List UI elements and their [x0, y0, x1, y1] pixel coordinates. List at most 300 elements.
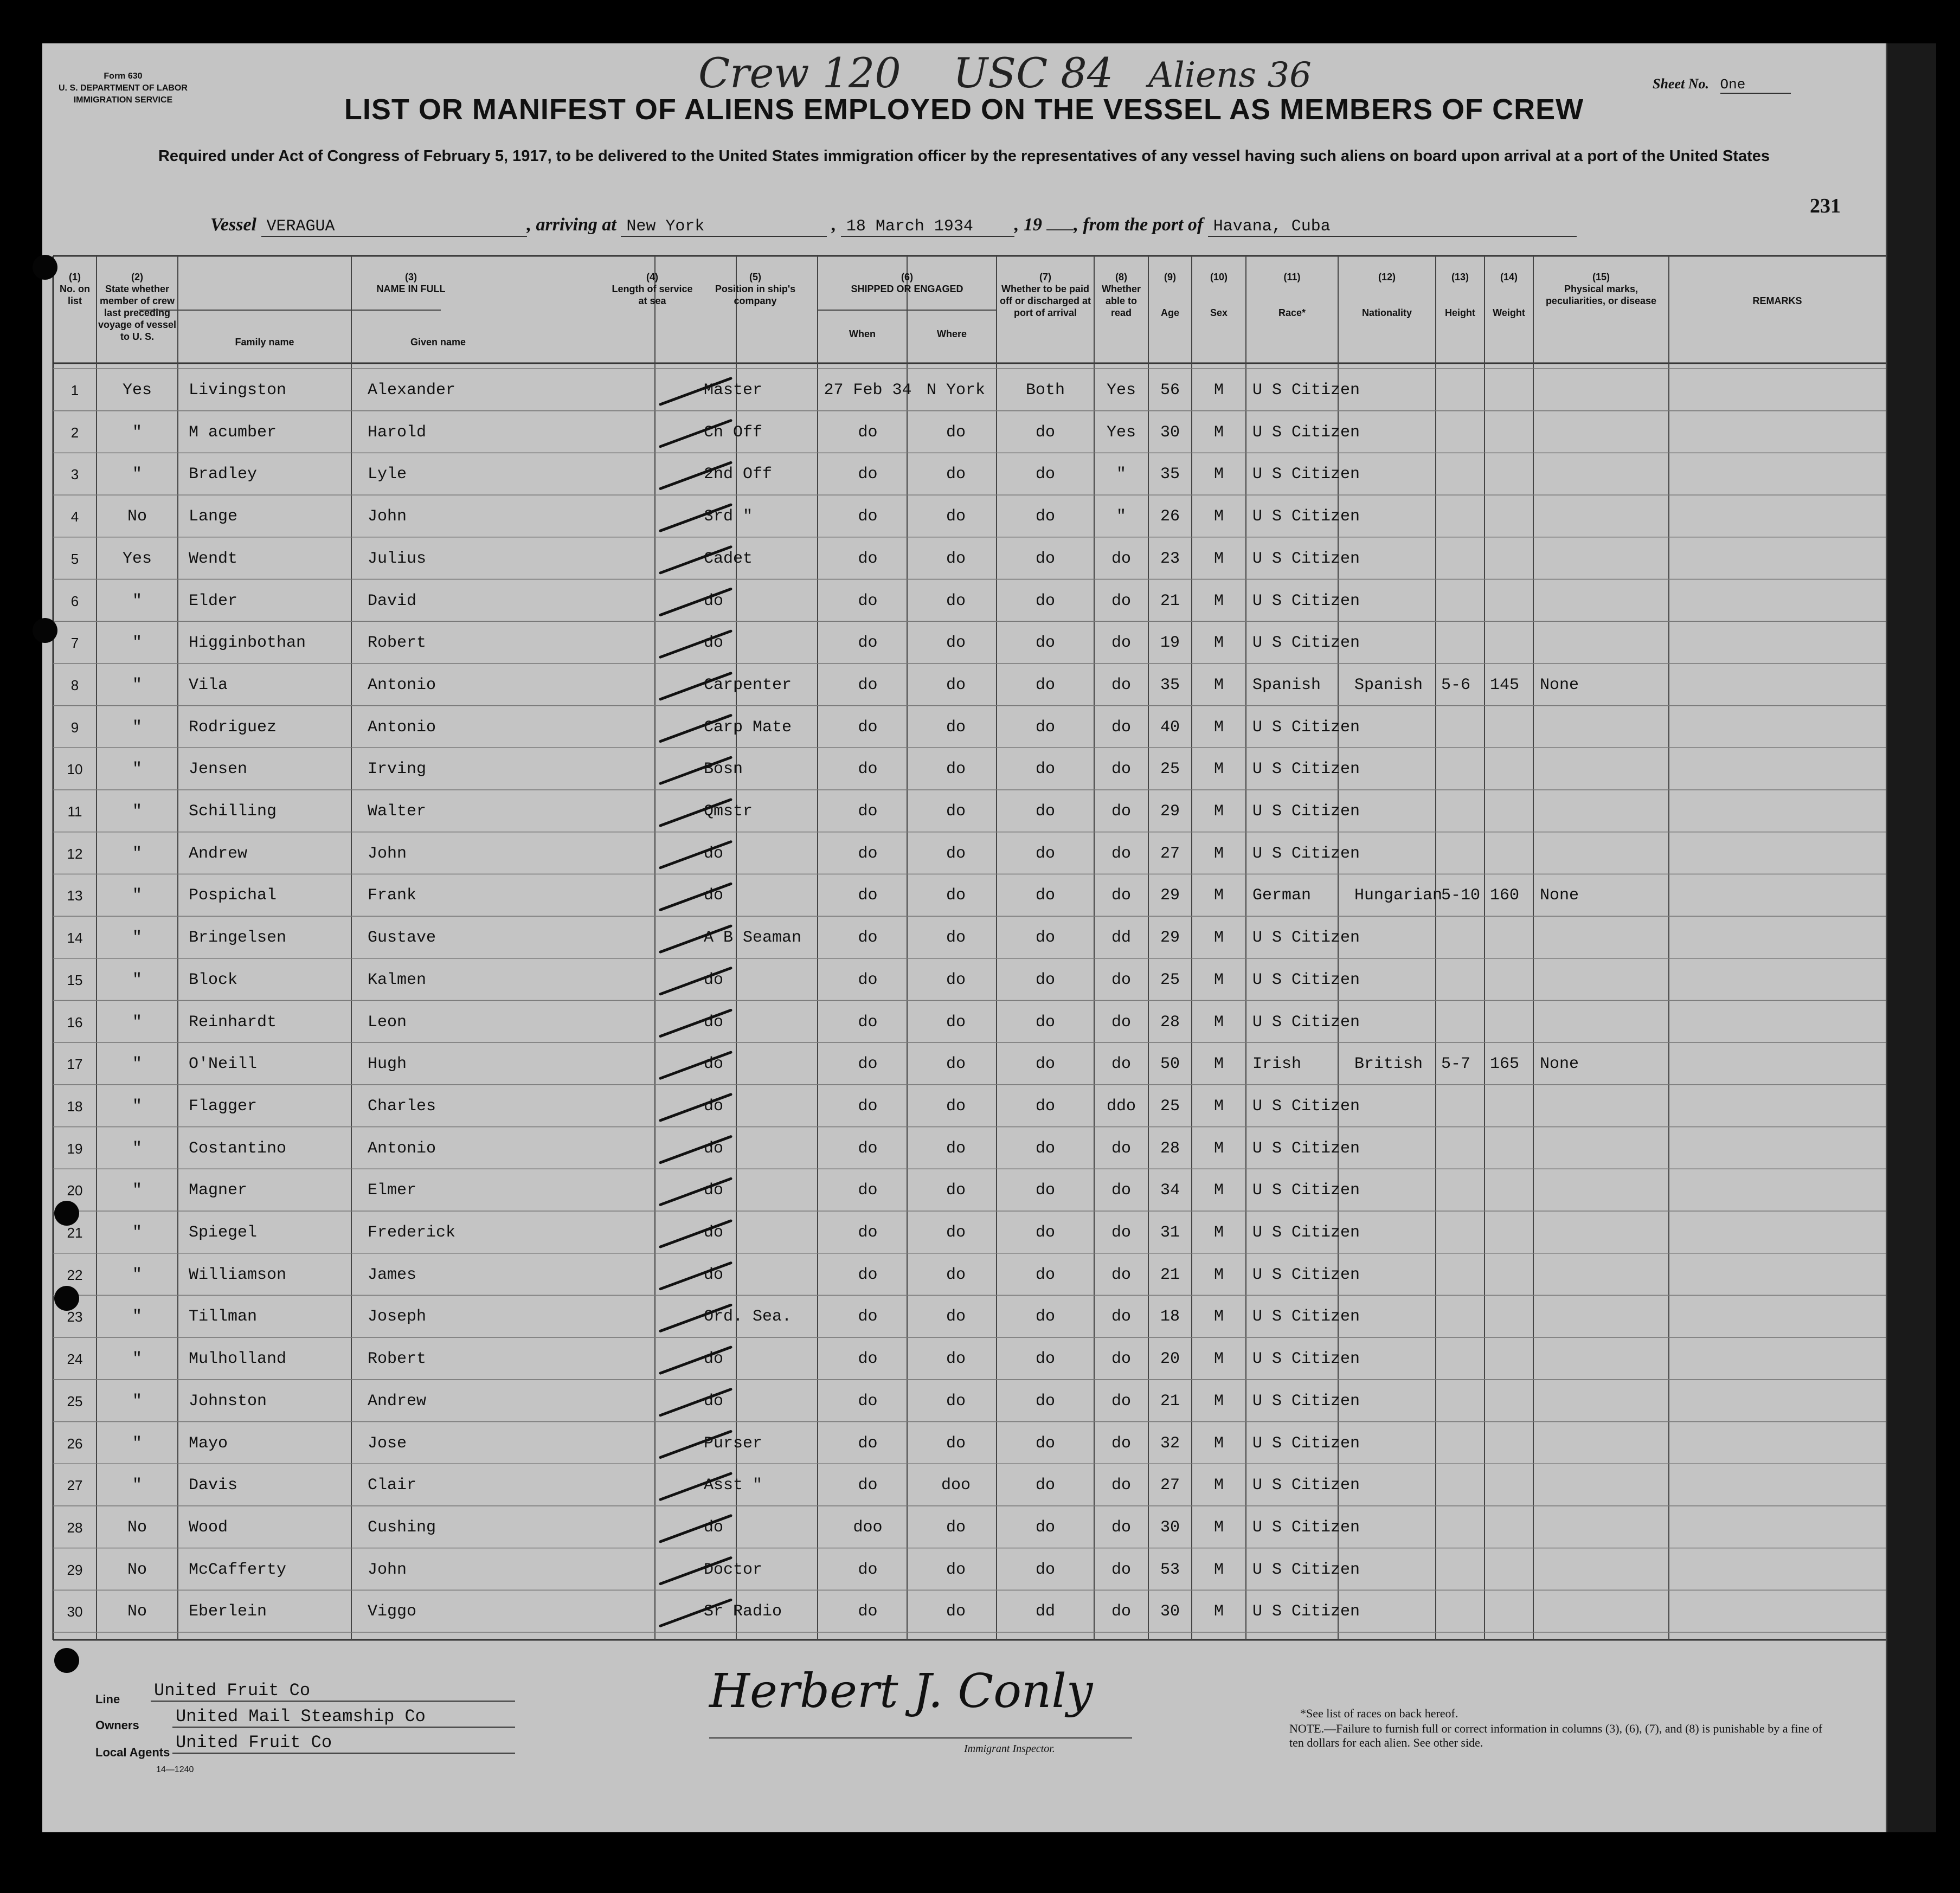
able-to-read: do [1111, 1518, 1131, 1537]
race: U S Citizen [1252, 1350, 1360, 1369]
penalty-note: NOTE.—Failure to furnish full or correct information in columns (3), (6), (7), and (8) is punishable by a fine of ten dollars for each alien. See other side. [1289, 1722, 1823, 1749]
family-name: M acumber [189, 423, 277, 442]
previous-voyage: " [132, 1350, 142, 1369]
shipped-when: doo [853, 1518, 883, 1537]
binder-hole [33, 618, 57, 643]
age: 35 [1160, 465, 1180, 484]
line-name: United Fruit Co [151, 1680, 515, 1702]
shipped-where: do [946, 1013, 966, 1032]
sex: M [1213, 1350, 1224, 1369]
shipped-where: do [946, 929, 966, 948]
age: 31 [1160, 1224, 1180, 1242]
previous-voyage: " [132, 634, 142, 653]
race-note: *See list of races on back hereof. [1300, 1707, 1458, 1720]
shipped-where: do [946, 1392, 966, 1411]
race: U S Citizen [1252, 634, 1360, 653]
race: U S Citizen [1252, 1224, 1360, 1242]
given-name: Frederick [368, 1224, 456, 1242]
shipped-where: do [946, 1265, 966, 1284]
paid-off: do [1035, 1265, 1055, 1284]
race: U S Citizen [1252, 465, 1360, 484]
shipped-where: do [946, 1518, 966, 1537]
race: U S Citizen [1252, 802, 1360, 821]
given-name: Walter [368, 802, 427, 821]
paid-off: do [1035, 1350, 1055, 1369]
paid-off: do [1035, 465, 1055, 484]
given-name: Cushing [368, 1518, 436, 1537]
able-to-read: do [1111, 1308, 1131, 1327]
arrival-date: 18 March 1934 [841, 217, 1014, 237]
previous-voyage: Yes [122, 381, 152, 400]
service-name: IMMIGRATION SERVICE [73, 95, 173, 105]
shipped-where: do [946, 423, 966, 442]
nationality: Spanish [1354, 675, 1423, 694]
given-name: Viggo [368, 1602, 417, 1621]
paid-off: do [1035, 1224, 1055, 1242]
table-row [42, 1085, 1886, 1126]
physical-marks: None [1540, 1055, 1579, 1074]
table-row [42, 1337, 1886, 1379]
shipped-when: do [858, 970, 878, 989]
position: do [704, 1392, 724, 1411]
paid-off: do [1035, 634, 1055, 653]
previous-voyage: " [132, 423, 142, 442]
sex: M [1213, 423, 1224, 442]
position: Carpenter [704, 675, 792, 694]
col-given-name: Given name [410, 337, 466, 347]
shipped-where: do [946, 1434, 966, 1453]
row-number: 25 [67, 1393, 83, 1409]
shipped-where: do [946, 675, 966, 694]
able-to-read: do [1111, 1476, 1131, 1495]
col-position: (5) Position in ship's company [715, 272, 796, 306]
sex: M [1213, 1139, 1224, 1158]
able-to-read: do [1111, 970, 1131, 989]
able-to-read: do [1111, 1055, 1131, 1074]
previous-voyage: No [127, 1518, 147, 1537]
position: do [704, 1013, 724, 1032]
form-number: Form 630 [104, 72, 143, 81]
shipped-where: do [946, 591, 966, 610]
shipped-where: do [946, 886, 966, 905]
sex: M [1213, 1181, 1224, 1200]
paid-off: do [1035, 1013, 1055, 1032]
previous-voyage: " [132, 760, 142, 779]
position: do [704, 1055, 724, 1074]
position: Master [704, 381, 763, 400]
sex: M [1213, 1392, 1224, 1411]
position: do [704, 1518, 724, 1537]
nationality: Hungarian [1354, 886, 1443, 905]
shipped-where: do [946, 1097, 966, 1116]
able-to-read: " [1116, 507, 1126, 526]
age: 29 [1160, 802, 1180, 821]
able-to-read: do [1111, 844, 1131, 863]
row-number: 3 [70, 466, 79, 483]
owners-name: United Mail Steamship Co [172, 1707, 515, 1728]
age: 29 [1160, 886, 1180, 905]
table-row [42, 1506, 1886, 1547]
shipped-when: do [858, 1097, 878, 1116]
given-name: James [368, 1265, 417, 1284]
race: U S Citizen [1252, 507, 1360, 526]
table-row [42, 411, 1886, 452]
race: U S Citizen [1252, 718, 1360, 737]
crew-count-annotation: Crew 120 [698, 49, 901, 97]
physical-marks: None [1540, 886, 1579, 905]
manifest-sheet [42, 43, 1886, 1832]
race: U S Citizen [1252, 970, 1360, 989]
shipped-when: do [858, 1476, 878, 1495]
paid-off: do [1035, 1055, 1055, 1074]
given-name: John [368, 507, 407, 526]
table-row [42, 790, 1886, 831]
shipped-when: do [858, 760, 878, 779]
row-number: 24 [67, 1351, 83, 1368]
shipped-where: do [946, 1224, 966, 1242]
sex: M [1213, 844, 1224, 863]
shipped-where: do [946, 1602, 966, 1621]
family-name: Jensen [189, 760, 248, 779]
table-row [42, 537, 1886, 578]
vessel-name: VERAGUA [261, 217, 527, 237]
sex: M [1213, 929, 1224, 948]
family-name: Reinhardt [189, 1013, 277, 1032]
height: 5-10 [1441, 886, 1481, 905]
col-race: (11) Race* [1278, 272, 1306, 318]
position: Qmstr [704, 802, 753, 821]
shipped-where: do [946, 465, 966, 484]
given-name: Robert [368, 634, 427, 653]
col-previous-voyage: (2) State whether member of crew last preceding voyage of vessel to U. S. [98, 272, 177, 342]
given-name: Hugh [368, 1055, 407, 1074]
table-row [42, 1169, 1886, 1210]
age: 29 [1160, 929, 1180, 948]
position: 2nd Off [704, 465, 773, 484]
sex: M [1213, 634, 1224, 653]
row-number: 7 [70, 635, 79, 652]
age: 56 [1160, 381, 1180, 400]
height: 5-6 [1441, 675, 1471, 694]
binder-hole [54, 1286, 79, 1311]
shipped-where: do [946, 844, 966, 863]
shipped-when: do [858, 1055, 878, 1074]
shipped-where: do [946, 507, 966, 526]
able-to-read: do [1111, 1224, 1131, 1242]
paid-off: do [1035, 760, 1055, 779]
age: 27 [1160, 1476, 1180, 1495]
col-sex: (10) Sex [1210, 272, 1228, 318]
age: 25 [1160, 1097, 1180, 1116]
previous-voyage: " [132, 1097, 142, 1116]
shipped-when: do [858, 1265, 878, 1284]
previous-voyage: " [132, 1392, 142, 1411]
able-to-read: do [1111, 886, 1131, 905]
binder-hole [54, 1648, 79, 1673]
given-name: Lyle [368, 465, 407, 484]
paid-off: do [1035, 591, 1055, 610]
able-to-read: do [1111, 591, 1131, 610]
age: 53 [1160, 1560, 1180, 1579]
family-name: O'Neill [189, 1055, 258, 1074]
binder-hole [54, 1201, 79, 1226]
given-name: Robert [368, 1350, 427, 1369]
row-number: 21 [67, 1225, 83, 1241]
sex: M [1213, 802, 1224, 821]
sex: M [1213, 1602, 1224, 1621]
inspector-signature: Herbert J. Conly [709, 1664, 1093, 1718]
age: 27 [1160, 844, 1180, 863]
position: Ch Off [704, 423, 763, 442]
able-to-read: do [1111, 1560, 1131, 1579]
race: U S Citizen [1252, 1392, 1360, 1411]
able-to-read: Yes [1106, 423, 1136, 442]
line-label: Line [95, 1692, 120, 1706]
race: U S Citizen [1252, 844, 1360, 863]
family-name: Johnston [189, 1392, 267, 1411]
shipped-when: do [858, 675, 878, 694]
shipped-where: doo [941, 1476, 971, 1495]
shipped-when: do [858, 1224, 878, 1242]
row-number: 8 [70, 677, 79, 693]
given-name: Gustave [368, 929, 436, 948]
age: 50 [1160, 1055, 1180, 1074]
shipped-when: do [858, 1139, 878, 1158]
sex: M [1213, 1476, 1224, 1495]
given-name: Joseph [368, 1308, 427, 1327]
row-number: 30 [67, 1604, 83, 1620]
col-age: (9) Age [1160, 272, 1179, 318]
given-name: Antonio [368, 1139, 436, 1158]
age: 34 [1160, 1181, 1180, 1200]
able-to-read: do [1111, 1350, 1131, 1369]
race: U S Citizen [1252, 929, 1360, 948]
shipped-when: do [858, 886, 878, 905]
given-name: Jose [368, 1434, 407, 1453]
table-row [42, 1422, 1886, 1463]
table-row [42, 874, 1886, 915]
shipped-where: N York [926, 381, 986, 400]
col-name: (3) NAME IN FULL [376, 272, 446, 294]
sex: M [1213, 1055, 1224, 1074]
paid-off: do [1035, 929, 1055, 948]
race: German [1252, 886, 1312, 905]
table-row [42, 832, 1886, 873]
shipped-where: do [946, 970, 966, 989]
shipped-where: do [946, 1560, 966, 1579]
position: do [704, 1139, 724, 1158]
row-number: 17 [67, 1056, 83, 1073]
position: Bosn [704, 760, 743, 779]
vessel-label: Vessel [210, 215, 256, 235]
given-name: Julius [368, 549, 427, 568]
age: 28 [1160, 1139, 1180, 1158]
given-name: John [368, 844, 407, 863]
family-name: Rodriguez [189, 718, 277, 737]
sheet-number-label: Sheet No. [1653, 76, 1709, 92]
paid-off: do [1035, 802, 1055, 821]
table-row [42, 1253, 1886, 1295]
able-to-read: " [1116, 465, 1126, 484]
family-name: Block [189, 970, 238, 989]
paid-off: do [1035, 1476, 1055, 1495]
race: Spanish [1252, 675, 1321, 694]
previous-voyage: " [132, 886, 142, 905]
given-name: Frank [368, 886, 417, 905]
family-name: Wendt [189, 549, 238, 568]
able-to-read: do [1111, 1181, 1131, 1200]
shipped-when: do [858, 1013, 878, 1032]
position: do [704, 844, 724, 863]
race: U S Citizen [1252, 1602, 1360, 1621]
previous-voyage: " [132, 802, 142, 821]
shipped-when: do [858, 507, 878, 526]
able-to-read: do [1111, 549, 1131, 568]
shipped-where: do [946, 1308, 966, 1327]
sex: M [1213, 1224, 1224, 1242]
race: U S Citizen [1252, 591, 1360, 610]
position: Ord. Sea. [704, 1308, 792, 1327]
sheet-number-value: One [1720, 76, 1791, 94]
given-name: Kalmen [368, 970, 427, 989]
able-to-read: do [1111, 634, 1131, 653]
col-remarks: REMARKS [1752, 295, 1802, 306]
age: 21 [1160, 591, 1180, 610]
able-to-read: do [1111, 760, 1131, 779]
family-name: Lange [189, 507, 238, 526]
vessel-line: Vessel VERAGUA , arriving at New York , 18 March 1934 , 19 , from the port of Havana, Cuba [210, 215, 1577, 237]
paid-off: do [1035, 886, 1055, 905]
table-row [42, 1380, 1886, 1421]
previous-voyage: " [132, 1181, 142, 1200]
shipped-when: do [858, 802, 878, 821]
sex: M [1213, 381, 1224, 400]
aliens-count-annotation: Aliens 36 [1148, 55, 1312, 95]
table-row [42, 369, 1886, 410]
able-to-read: do [1111, 802, 1131, 821]
col-nationality: (12) Nationality [1361, 272, 1412, 318]
usc-count-annotation: USC 84 [953, 49, 1114, 97]
shipped-when: do [858, 929, 878, 948]
local-agents-name: United Fruit Co [172, 1733, 515, 1754]
age: 30 [1160, 1518, 1180, 1537]
table-row [42, 664, 1886, 705]
family-name: Bringelsen [189, 929, 287, 948]
previous-voyage: " [132, 465, 142, 484]
table-row [42, 495, 1886, 536]
shipped-where: do [946, 1350, 966, 1369]
shipped-when: do [858, 423, 878, 442]
paid-off: do [1035, 718, 1055, 737]
col-number: (1) No. on list [60, 272, 90, 306]
col-family-name: Family name [235, 337, 294, 347]
paid-off: do [1035, 1392, 1055, 1411]
shipped-when: do [858, 718, 878, 737]
family-name: Tillman [189, 1308, 258, 1327]
form-code: 14—1240 [156, 1765, 194, 1774]
col-weight: (14) Weight [1493, 272, 1525, 318]
col-shipped-where: Where [936, 329, 967, 339]
position: do [704, 1350, 724, 1369]
sex: M [1213, 760, 1224, 779]
age: 26 [1160, 507, 1180, 526]
row-number: 6 [70, 593, 79, 609]
family-name: Schilling [189, 802, 277, 821]
shipped-when: do [858, 1308, 878, 1327]
given-name: Elmer [368, 1181, 417, 1200]
physical-marks: None [1540, 675, 1579, 694]
previous-voyage: " [132, 844, 142, 863]
sex: M [1213, 1434, 1224, 1453]
previous-voyage: " [132, 1265, 142, 1284]
row-number: 28 [67, 1519, 83, 1536]
shipped-where: do [946, 549, 966, 568]
family-name: Higginbothan [189, 634, 306, 653]
table-row [42, 1548, 1886, 1589]
col-length-of-service: (4) Length of service at sea [612, 272, 693, 306]
from-port-label: , from the port of [1074, 215, 1204, 235]
age: 23 [1160, 549, 1180, 568]
shipped-where: do [946, 1055, 966, 1074]
race: U S Citizen [1252, 1139, 1360, 1158]
row-number: 22 [67, 1266, 83, 1283]
row-number: 27 [67, 1477, 83, 1494]
position: Cadet [704, 549, 753, 568]
shipped-when: do [858, 591, 878, 610]
position: do [704, 886, 724, 905]
sex: M [1213, 1560, 1224, 1579]
sex: M [1213, 465, 1224, 484]
able-to-read: do [1111, 1434, 1131, 1453]
shipped-when: do [858, 1350, 878, 1369]
family-name: Flagger [189, 1097, 258, 1116]
paid-off: do [1035, 844, 1055, 863]
family-name: Davis [189, 1476, 238, 1495]
family-name: Spiegel [189, 1224, 258, 1242]
shipped-where: do [946, 1181, 966, 1200]
position: A B Seaman [704, 929, 802, 948]
able-to-read: Yes [1106, 381, 1136, 400]
table-row [42, 1295, 1886, 1336]
row-number: 5 [70, 550, 79, 567]
paid-off: do [1035, 1181, 1055, 1200]
table-row [42, 748, 1886, 789]
able-to-read: do [1111, 675, 1131, 694]
position: Purser [704, 1434, 763, 1453]
family-name: Eberlein [189, 1602, 267, 1621]
age: 21 [1160, 1392, 1180, 1411]
row-number: 14 [67, 930, 83, 946]
race: U S Citizen [1252, 1097, 1360, 1116]
paid-off: do [1035, 1434, 1055, 1453]
age: 25 [1160, 970, 1180, 989]
previous-voyage: " [132, 1013, 142, 1032]
shipped-when: do [858, 1181, 878, 1200]
given-name: Charles [368, 1097, 436, 1116]
shipped-when: do [858, 1392, 878, 1411]
signature-line [709, 1737, 1132, 1739]
race: U S Citizen [1252, 1518, 1360, 1537]
race: Irish [1252, 1055, 1302, 1074]
race: U S Citizen [1252, 1560, 1360, 1579]
able-to-read: ddo [1106, 1097, 1136, 1116]
previous-voyage: " [132, 1434, 142, 1453]
previous-voyage: No [127, 507, 147, 526]
family-name: Pospichal [189, 886, 277, 905]
row-number: 19 [67, 1140, 83, 1157]
previous-voyage: " [132, 1055, 142, 1074]
shipped-where: do [946, 760, 966, 779]
